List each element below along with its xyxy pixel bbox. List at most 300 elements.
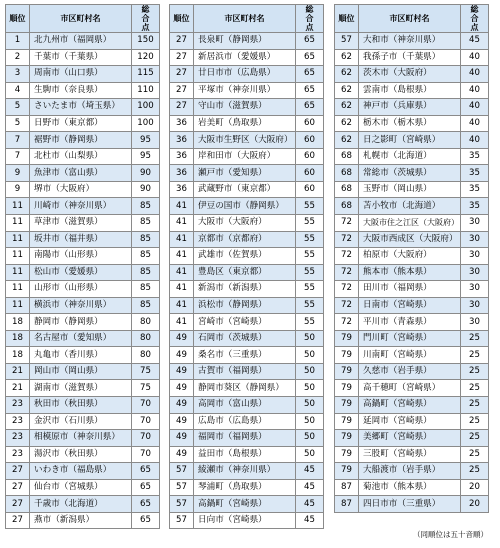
rank-cell: 68 (335, 148, 359, 165)
rank-cell: 62 (335, 132, 359, 149)
points-cell: 80 (132, 330, 160, 347)
rank-cell: 27 (6, 463, 30, 480)
rank-cell: 57 (335, 33, 359, 50)
rank-cell: 79 (335, 463, 359, 480)
rank-cell: 49 (170, 363, 194, 380)
municipality-cell: 高鍋町（宮崎県） (194, 496, 296, 513)
municipality-cell: 瀬戸市（愛知県） (194, 165, 296, 182)
table-row (335, 463, 489, 480)
table-row (335, 198, 489, 215)
points-cell: 55 (296, 314, 324, 331)
table-row (170, 132, 324, 149)
table-row (170, 231, 324, 248)
rank-cell: 57 (170, 512, 194, 529)
municipality-cell: 武蔵野市（東京都） (194, 181, 296, 198)
table-row (170, 99, 324, 116)
points-cell: 25 (461, 363, 489, 380)
municipality-cell: 栃木市（栃木県） (359, 115, 461, 132)
rank-cell: 2 (6, 49, 30, 66)
municipality-cell: 桑名市（三重県） (194, 347, 296, 364)
points-cell: 50 (296, 413, 324, 430)
table-row (335, 181, 489, 198)
rank-cell: 68 (335, 181, 359, 198)
rank-cell: 41 (170, 248, 194, 265)
municipality-cell: 田川市（福岡県） (359, 281, 461, 298)
rank-cell: 11 (6, 248, 30, 265)
municipality-cell: 平川市（青森県） (359, 314, 461, 331)
points-cell: 30 (461, 264, 489, 281)
table-row (6, 99, 160, 116)
points-cell: 60 (296, 181, 324, 198)
table-row (6, 330, 160, 347)
points-cell: 85 (132, 264, 160, 281)
table-row (170, 363, 324, 380)
points-cell: 55 (296, 198, 324, 215)
rank-cell: 9 (6, 181, 30, 198)
table-row (335, 430, 489, 447)
table-row (6, 115, 160, 132)
table-row (335, 66, 489, 83)
table-row (335, 99, 489, 116)
points-cell: 70 (132, 413, 160, 430)
points-cell: 30 (461, 281, 489, 298)
points-cell: 35 (461, 181, 489, 198)
points-cell: 65 (132, 479, 160, 496)
rank-cell: 9 (6, 165, 30, 182)
rank-cell: 79 (335, 413, 359, 430)
rank-cell: 79 (335, 347, 359, 364)
points-cell: 55 (296, 281, 324, 298)
rank-cell: 49 (170, 413, 194, 430)
points-cell: 100 (132, 115, 160, 132)
municipality-cell: 武雄市（佐賀県） (194, 248, 296, 265)
rank-cell: 87 (335, 496, 359, 513)
municipality-cell: 柏原市（大阪府） (359, 248, 461, 265)
points-cell: 85 (132, 297, 160, 314)
municipality-cell: 岩美町（鳥取県） (194, 115, 296, 132)
table-row (6, 363, 160, 380)
table-row (170, 463, 324, 480)
table-row (335, 413, 489, 430)
municipality-cell: 大阪市住之江区（大阪府） (359, 215, 461, 232)
rank-cell: 11 (6, 215, 30, 232)
table-row (335, 231, 489, 248)
municipality-cell: 秋田市（秋田県） (30, 397, 132, 414)
municipality-cell: 高岡市（富山県） (194, 397, 296, 414)
rank-cell: 49 (170, 446, 194, 463)
points-cell: 25 (461, 347, 489, 364)
table-row (6, 66, 160, 83)
rank-cell: 27 (170, 49, 194, 66)
table-row (335, 314, 489, 331)
table-row (6, 380, 160, 397)
points-header: 総合点 (132, 5, 160, 33)
rank-cell: 41 (170, 281, 194, 298)
points-cell: 40 (461, 66, 489, 83)
name-header: 市区町村名 (359, 5, 461, 33)
table-row (335, 248, 489, 265)
municipality-cell: 雲南市（島根県） (359, 82, 461, 99)
municipality-cell: 我孫子市（千葉県） (359, 49, 461, 66)
table-row (6, 148, 160, 165)
table-row (6, 479, 160, 496)
rank-cell: 7 (6, 148, 30, 165)
rank-cell: 23 (6, 430, 30, 447)
table-row (6, 82, 160, 99)
points-cell: 25 (461, 397, 489, 414)
municipality-cell: 大和市（神奈川県） (359, 33, 461, 50)
points-cell: 30 (461, 248, 489, 265)
rank-cell: 5 (6, 99, 30, 116)
points-cell: 20 (461, 496, 489, 513)
rank-cell: 68 (335, 198, 359, 215)
table-row (170, 281, 324, 298)
rank-cell: 18 (6, 314, 30, 331)
table-row (6, 181, 160, 198)
table-row (6, 231, 160, 248)
rank-cell: 72 (335, 248, 359, 265)
rank-cell: 41 (170, 264, 194, 281)
municipality-cell: 高鍋町（宮崎県） (359, 397, 461, 414)
rank-cell: 23 (6, 397, 30, 414)
rank-cell: 41 (170, 297, 194, 314)
table-row (170, 181, 324, 198)
table-row (335, 148, 489, 165)
municipality-cell: 北杜市（山梨県） (30, 148, 132, 165)
municipality-cell: 湖南市（滋賀県） (30, 380, 132, 397)
rank-cell: 11 (6, 231, 30, 248)
points-cell: 45 (461, 33, 489, 50)
points-cell: 85 (132, 281, 160, 298)
table-row (335, 330, 489, 347)
points-cell: 85 (132, 198, 160, 215)
table-row (6, 49, 160, 66)
rank-cell: 21 (6, 380, 30, 397)
points-cell: 45 (296, 463, 324, 480)
table-row (6, 413, 160, 430)
points-cell: 50 (296, 397, 324, 414)
rank-cell: 21 (6, 363, 30, 380)
rank-cell: 11 (6, 198, 30, 215)
points-cell: 90 (132, 181, 160, 198)
points-cell: 65 (296, 49, 324, 66)
municipality-cell: 相模原市（神奈川県） (30, 430, 132, 447)
table-row (6, 33, 160, 50)
municipality-cell: 伊豆の国市（静岡県） (194, 198, 296, 215)
table-row (170, 397, 324, 414)
rank-header: 順位 (170, 5, 194, 33)
points-cell: 70 (132, 397, 160, 414)
rank-cell: 27 (6, 479, 30, 496)
table-row (335, 297, 489, 314)
points-cell: 95 (132, 132, 160, 149)
ranking-column-3 (334, 4, 489, 513)
points-cell: 120 (132, 49, 160, 66)
municipality-cell: 日之影町（宮崎県） (359, 132, 461, 149)
table-row (335, 446, 489, 463)
rank-cell: 23 (6, 413, 30, 430)
points-cell: 35 (461, 198, 489, 215)
municipality-cell: 延岡市（宮崎県） (359, 413, 461, 430)
table-row (335, 281, 489, 298)
points-cell: 55 (296, 231, 324, 248)
table-row (170, 330, 324, 347)
municipality-cell: 守山市（滋賀県） (194, 99, 296, 116)
rank-cell: 7 (6, 132, 30, 149)
table-row (170, 66, 324, 83)
municipality-cell: 広島市（広島県） (194, 413, 296, 430)
municipality-cell: 廿日市市（広島県） (194, 66, 296, 83)
points-cell: 65 (296, 33, 324, 50)
municipality-cell: 日南市（宮崎県） (359, 297, 461, 314)
points-cell: 25 (461, 463, 489, 480)
points-cell: 55 (296, 248, 324, 265)
municipality-cell: 神戸市（兵庫県） (359, 99, 461, 116)
points-cell: 45 (296, 512, 324, 529)
table-row (335, 380, 489, 397)
municipality-cell: 周南市（山口県） (30, 66, 132, 83)
table-row (6, 397, 160, 414)
municipality-cell: 益田市（島根県） (194, 446, 296, 463)
rank-cell: 49 (170, 430, 194, 447)
table-row (6, 264, 160, 281)
municipality-cell: 三股町（宮崎県） (359, 446, 461, 463)
points-cell: 45 (296, 479, 324, 496)
rank-cell: 27 (170, 33, 194, 50)
table-row (335, 82, 489, 99)
table-row (335, 347, 489, 364)
municipality-cell: 静岡市葵区（静岡県） (194, 380, 296, 397)
rank-cell: 18 (6, 330, 30, 347)
rank-cell: 11 (6, 264, 30, 281)
points-cell: 50 (296, 446, 324, 463)
points-cell: 40 (461, 49, 489, 66)
table-row (335, 33, 489, 50)
points-cell: 85 (132, 248, 160, 265)
municipality-cell: 茨木市（大阪府） (359, 66, 461, 83)
municipality-cell: 川南町（宮崎県） (359, 347, 461, 364)
municipality-cell: 丸亀市（香川県） (30, 347, 132, 364)
rank-cell: 27 (170, 82, 194, 99)
municipality-cell: 新居浜市（愛媛県） (194, 49, 296, 66)
ranking-column-2 (169, 4, 324, 529)
rank-cell: 36 (170, 148, 194, 165)
municipality-cell: いわき市（福島県） (30, 463, 132, 480)
rank-cell: 27 (170, 66, 194, 83)
table-row (335, 115, 489, 132)
rank-cell: 72 (335, 264, 359, 281)
header-row (170, 5, 324, 33)
points-cell: 30 (461, 215, 489, 232)
table-row (6, 281, 160, 298)
header-row (6, 5, 160, 33)
rank-cell: 41 (170, 231, 194, 248)
municipality-cell: 坂井市（福井県） (30, 231, 132, 248)
municipality-cell: 琴浦町（鳥取県） (194, 479, 296, 496)
table-row (6, 347, 160, 364)
points-cell: 50 (296, 347, 324, 364)
points-cell: 60 (296, 115, 324, 132)
table-row (170, 446, 324, 463)
table-row (170, 496, 324, 513)
municipality-cell: 京都市（京都府） (194, 231, 296, 248)
points-cell: 30 (461, 297, 489, 314)
table-row (170, 479, 324, 496)
points-cell: 150 (132, 33, 160, 50)
municipality-cell: 豊島区（東京都） (194, 264, 296, 281)
table-row (170, 512, 324, 529)
municipality-cell: 静岡市（静岡県） (30, 314, 132, 331)
rank-cell: 68 (335, 165, 359, 182)
points-cell: 65 (296, 99, 324, 116)
points-cell: 100 (132, 99, 160, 116)
rank-cell: 49 (170, 330, 194, 347)
municipality-cell: 浜松市（静岡県） (194, 297, 296, 314)
points-cell: 40 (461, 115, 489, 132)
municipality-cell: 平塚市（神奈川県） (194, 82, 296, 99)
points-cell: 25 (461, 413, 489, 430)
municipality-cell: 川崎市（神奈川県） (30, 198, 132, 215)
municipality-cell: 生駒市（奈良県） (30, 82, 132, 99)
points-cell: 65 (296, 82, 324, 99)
municipality-cell: 大阪市生野区（大阪府） (194, 132, 296, 149)
points-cell: 40 (461, 82, 489, 99)
municipality-cell: 千葉市（千葉県） (30, 49, 132, 66)
table-row (6, 463, 160, 480)
table-row (170, 413, 324, 430)
municipality-cell: 千歳市（北海道） (30, 496, 132, 513)
rank-cell: 27 (170, 99, 194, 116)
municipality-cell: 綾瀬市（神奈川県） (194, 463, 296, 480)
points-cell: 115 (132, 66, 160, 83)
points-cell: 30 (461, 314, 489, 331)
table-row (335, 363, 489, 380)
municipality-cell: 熊本市（熊本県） (359, 264, 461, 281)
table-row (335, 49, 489, 66)
points-cell: 80 (132, 314, 160, 331)
municipality-cell: 日向市（宮崎県） (194, 512, 296, 529)
table-row (170, 215, 324, 232)
points-cell: 20 (461, 479, 489, 496)
municipality-cell: 山形市（山形県） (30, 281, 132, 298)
table-row (6, 512, 160, 529)
points-cell: 25 (461, 380, 489, 397)
points-cell: 50 (296, 430, 324, 447)
table-row (6, 314, 160, 331)
table-row (335, 264, 489, 281)
rank-cell: 72 (335, 297, 359, 314)
points-cell: 55 (296, 215, 324, 232)
rank-cell: 49 (170, 397, 194, 414)
rank-cell: 41 (170, 215, 194, 232)
rank-cell: 62 (335, 66, 359, 83)
table-row (170, 430, 324, 447)
rank-cell: 79 (335, 397, 359, 414)
rank-cell: 62 (335, 115, 359, 132)
municipality-cell: 菊池市（熊本県） (359, 479, 461, 496)
rank-cell: 79 (335, 446, 359, 463)
points-cell: 65 (132, 463, 160, 480)
municipality-cell: 大阪市（大阪府） (194, 215, 296, 232)
municipality-cell: 湯沢市（秋田県） (30, 446, 132, 463)
points-cell: 60 (296, 132, 324, 149)
municipality-cell: 仙台市（宮城県） (30, 479, 132, 496)
points-cell: 70 (132, 446, 160, 463)
municipality-cell: 魚津市（富山県） (30, 165, 132, 182)
rank-header: 順位 (335, 5, 359, 33)
municipality-cell: 松山市（愛媛県） (30, 264, 132, 281)
rank-cell: 3 (6, 66, 30, 83)
table-row (170, 380, 324, 397)
municipality-cell: 古賀市（福岡県） (194, 363, 296, 380)
municipality-cell: 燕市（新潟県） (30, 512, 132, 529)
table-row (6, 165, 160, 182)
rank-cell: 41 (170, 314, 194, 331)
rank-cell: 41 (170, 198, 194, 215)
points-cell: 65 (296, 66, 324, 83)
municipality-cell: 福岡市（福岡県） (194, 430, 296, 447)
municipality-cell: 裾野市（静岡県） (30, 132, 132, 149)
points-cell: 60 (296, 165, 324, 182)
rank-cell: 62 (335, 49, 359, 66)
table-row (6, 446, 160, 463)
rank-cell: 23 (6, 446, 30, 463)
municipality-cell: 金沢市（石川県） (30, 413, 132, 430)
name-header: 市区町村名 (194, 5, 296, 33)
points-cell: 45 (296, 496, 324, 513)
rank-cell: 36 (170, 165, 194, 182)
points-cell: 50 (296, 380, 324, 397)
municipality-cell: 宮崎市（宮崎県） (194, 314, 296, 331)
municipality-cell: 日野市（東京都） (30, 115, 132, 132)
points-cell: 85 (132, 215, 160, 232)
municipality-cell: 岡山市（岡山県） (30, 363, 132, 380)
municipality-cell: 美郷町（宮崎県） (359, 430, 461, 447)
points-cell: 90 (132, 165, 160, 182)
municipality-cell: 南陽市（山形県） (30, 248, 132, 265)
rank-cell: 79 (335, 380, 359, 397)
table-row (170, 82, 324, 99)
municipality-cell: 大阪市西成区（大阪府） (359, 231, 461, 248)
points-cell: 65 (132, 512, 160, 529)
ranking-column-1 (5, 4, 160, 529)
points-header: 総合点 (461, 5, 489, 33)
municipality-cell: 横浜市（神奈川県） (30, 297, 132, 314)
points-cell: 30 (461, 231, 489, 248)
municipality-cell: 門川町（宮崎県） (359, 330, 461, 347)
rank-cell: 79 (335, 430, 359, 447)
municipality-cell: 草津市（滋賀県） (30, 215, 132, 232)
rank-cell: 36 (170, 181, 194, 198)
municipality-cell: 常総市（茨城県） (359, 165, 461, 182)
municipality-cell: 長泉町（静岡県） (194, 33, 296, 50)
table-row (170, 165, 324, 182)
rank-cell: 57 (170, 463, 194, 480)
table-row (335, 496, 489, 513)
rank-cell: 62 (335, 99, 359, 116)
points-cell: 35 (461, 148, 489, 165)
rank-cell: 27 (6, 512, 30, 529)
table-row (170, 297, 324, 314)
rank-cell: 4 (6, 82, 30, 99)
municipality-cell: 堺市（大阪府） (30, 181, 132, 198)
table-row (170, 115, 324, 132)
table-row (6, 297, 160, 314)
table-row (335, 165, 489, 182)
table-row (6, 496, 160, 513)
rank-header: 順位 (6, 5, 30, 33)
points-cell: 110 (132, 82, 160, 99)
